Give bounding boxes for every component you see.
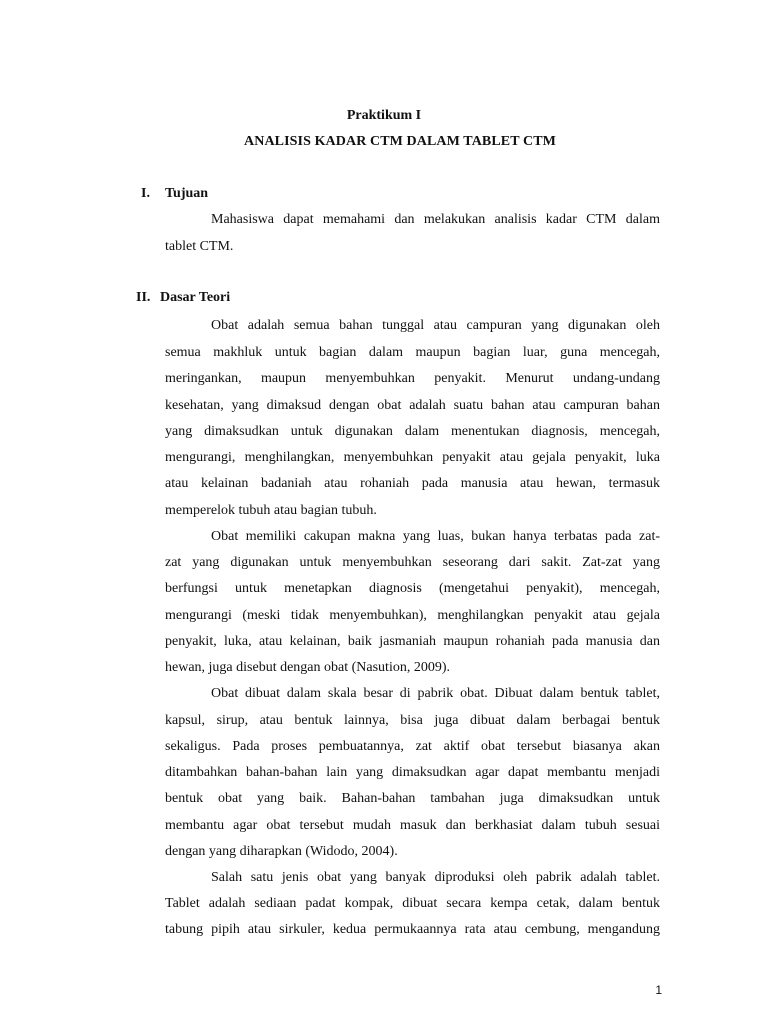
body-line: mengurangi (meski tidak menyembuhkan), menghilangkan penyakit atau gejala [165, 608, 660, 623]
section-number: I. [141, 186, 150, 201]
body-line: Salah satu jenis obat yang banyak diproduksi oleh pabrik adalah tablet. [211, 870, 660, 885]
body-line: ditambahkan bahan-bahan lain yang dimaksudkan agar dapat membantu menjadi [165, 765, 660, 780]
body-line: tablet CTM. [165, 239, 234, 254]
body-line: Mahasiswa dapat memahami dan melakukan analisis kadar CTM dalam [211, 212, 660, 227]
body-line: semua makhluk untuk bagian dalam maupun bagian luar, guna mencegah, [165, 345, 660, 360]
document-title: Praktikum I [346, 108, 422, 123]
body-line: meringankan, maupun menyembuhkan penyakit. Menurut undang-undang [165, 371, 660, 386]
section-heading-tujuan [141, 186, 341, 206]
page-number: 1 [655, 983, 662, 997]
section-number: II. [136, 290, 151, 305]
body-line: berfungsi untuk menetapkan diagnosis (mengetahui penyakit), mencegah, [165, 581, 660, 596]
section-title: Tujuan [165, 186, 209, 201]
body-line: dengan yang diharapkan (Widodo, 2004). [165, 844, 398, 859]
body-line: Obat memiliki cakupan makna yang luas, bukan hanya terbatas pada zat- [211, 529, 660, 544]
body-line: sekaligus. Pada proses pembuatannya, zat aktif obat tersebut biasanya akan [165, 739, 660, 754]
body-line: Obat dibuat dalam skala besar di pabrik obat. Dibuat dalam bentuk tablet, [211, 686, 660, 701]
body-line: memperelok tubuh atau bagian tubuh. [165, 503, 377, 518]
section-title: Dasar Teori [160, 290, 231, 305]
body-line: kapsul, sirup, atau bentuk lainnya, bisa juga dibuat dalam berbagai bentuk [165, 713, 660, 728]
body-line: bentuk obat yang baik. Bahan-bahan tambahan juga dimaksudkan untuk [165, 791, 660, 806]
body-line: zat yang digunakan untuk menyembuhkan seseorang dari sakit. Zat-zat yang [165, 555, 660, 570]
body-line: yang dimaksudkan untuk digunakan dalam menentukan diagnosis, mencegah, [165, 424, 660, 439]
body-line: Tablet adalah sediaan padat kompak, dibuat secara kempa cetak, dalam bentuk [165, 896, 660, 911]
body-line: Obat adalah semua bahan tunggal atau campuran yang digunakan oleh [211, 318, 660, 333]
body-line: hewan, juga disebut dengan obat (Nasution, 2009). [165, 660, 450, 675]
body-line: kesehatan, yang dimaksud dengan obat adalah suatu bahan atau campuran bahan [165, 398, 660, 413]
body-line: mengurangi, menghilangkan, menyembuhkan penyakit atau gejala penyakit, luka [165, 450, 660, 465]
body-line: membantu agar obat tersebut mudah masuk dan berkhasiat dalam tubuh sesuai [165, 818, 660, 833]
section-heading-dasar-teori [136, 290, 336, 310]
body-line: penyakit, luka, atau kelainan, baik jasmaniah maupun rohaniah pada manusia dan [165, 634, 660, 649]
body-line: atau kelainan badaniah atau rohaniah pada manusia atau hewan, termasuk [165, 476, 660, 491]
document-subtitle: ANALISIS KADAR CTM DALAM TABLET CTM [244, 134, 556, 149]
body-line: tabung pipih atau sirkuler, kedua permukaannya rata atau cembung, mengandung [165, 922, 660, 937]
